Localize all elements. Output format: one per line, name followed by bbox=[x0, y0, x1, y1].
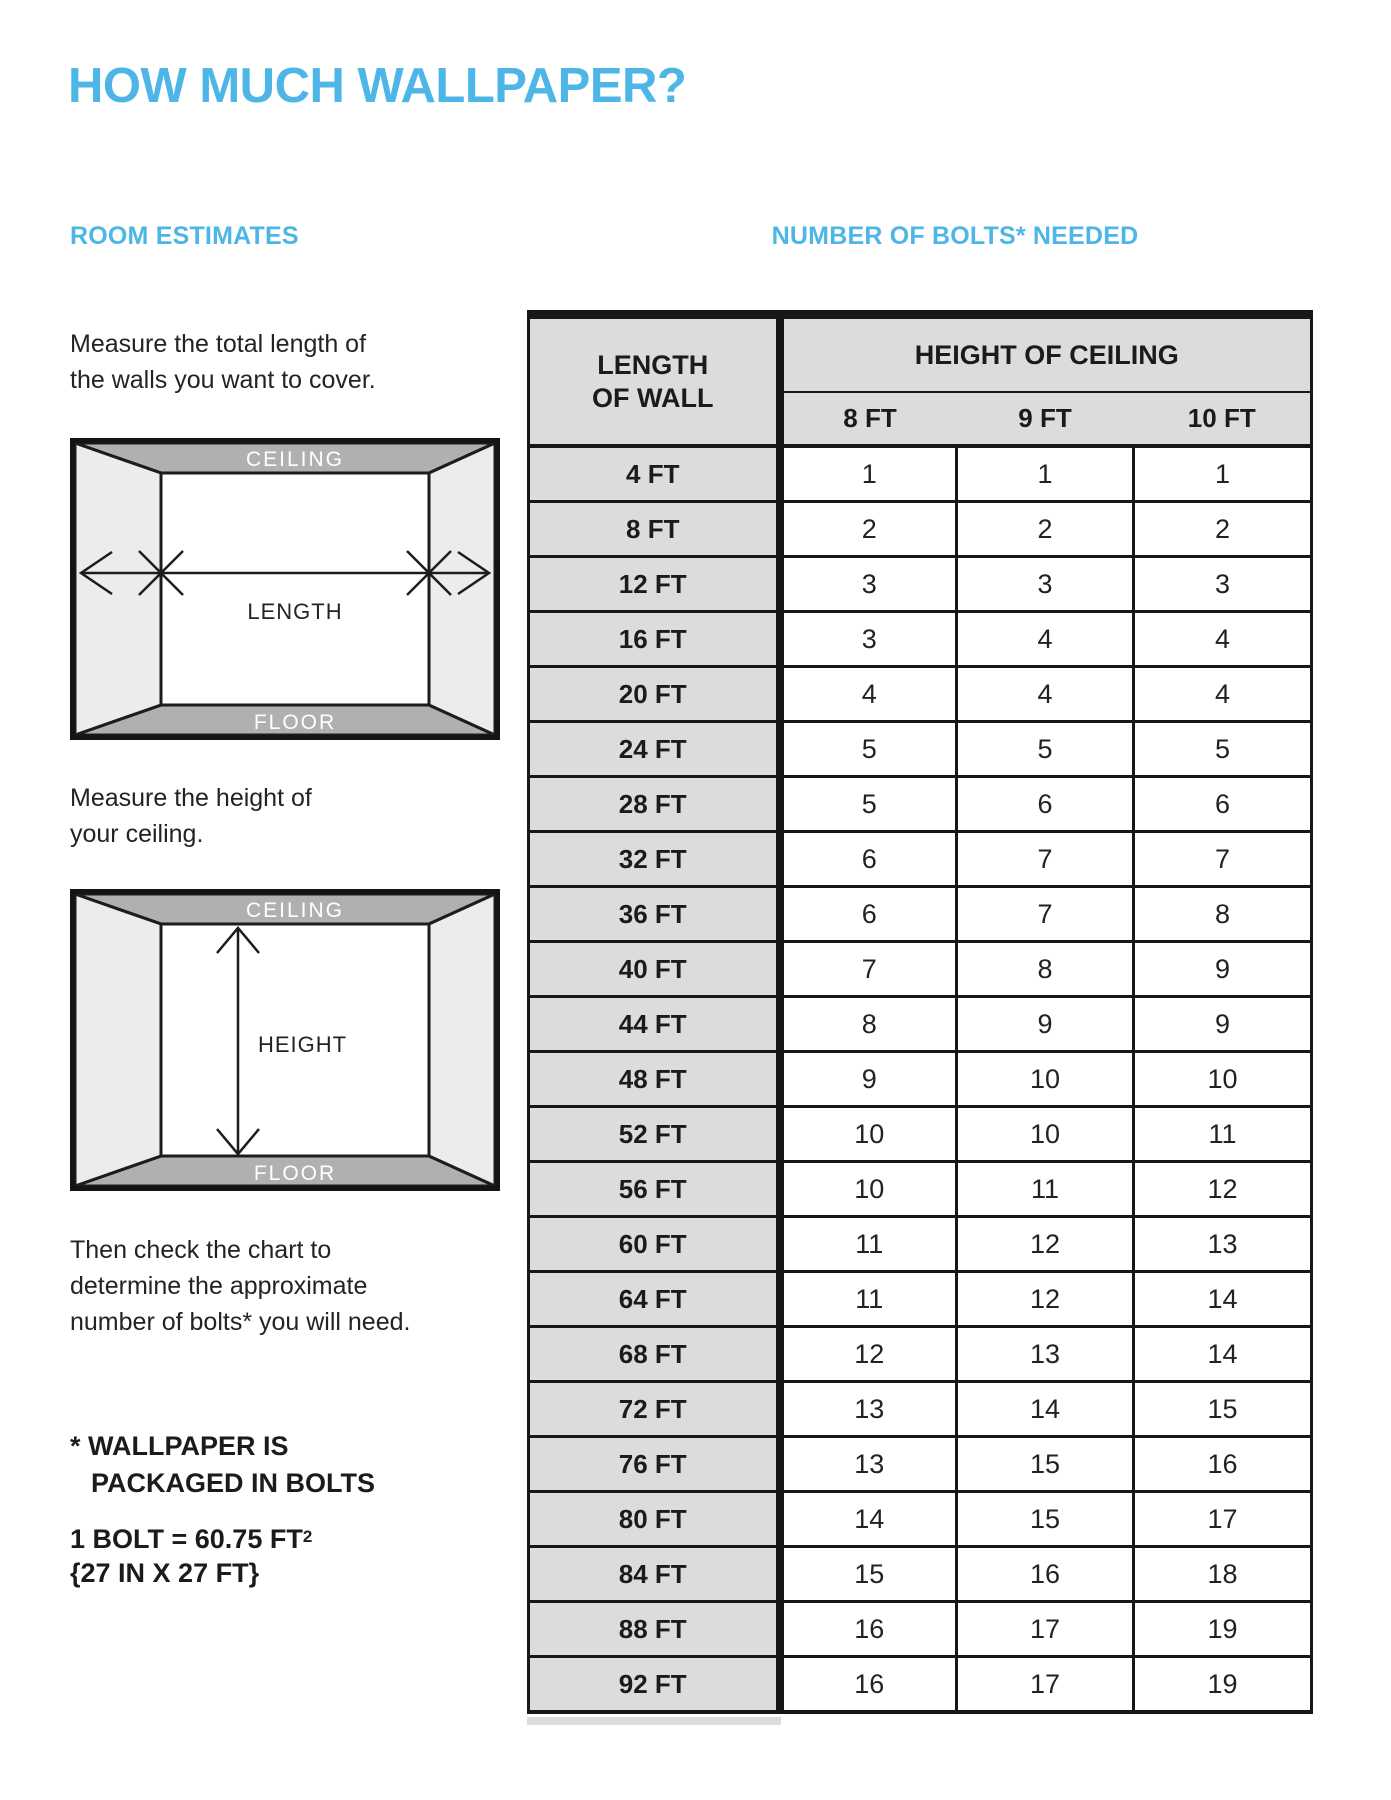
wall-length-cell: 16 FT bbox=[529, 612, 780, 667]
table-row bbox=[529, 997, 1312, 1052]
wall-length-cell: 40 FT bbox=[529, 942, 780, 997]
table-row bbox=[529, 777, 1312, 832]
table-row bbox=[529, 1217, 1312, 1272]
table-row bbox=[529, 612, 1312, 667]
bolt-count-cell: 8 bbox=[780, 997, 957, 1052]
table-row bbox=[529, 1107, 1312, 1162]
wall-length-cell: 76 FT bbox=[529, 1437, 780, 1492]
bolt-count-cell: 3 bbox=[780, 557, 957, 612]
bolt-count-cell: 4 bbox=[1134, 667, 1312, 722]
table-row bbox=[529, 832, 1312, 887]
room-estimates-heading: ROOM ESTIMATES bbox=[70, 222, 299, 250]
footnote-line: PACKAGED IN BOLTS bbox=[91, 1468, 376, 1498]
table-row bbox=[529, 667, 1312, 722]
instruction-check-chart bbox=[70, 1232, 410, 1340]
bolt-count-cell: 1 bbox=[1134, 446, 1312, 502]
wall-length-cell: 64 FT bbox=[529, 1272, 780, 1327]
bolt-count-cell: 3 bbox=[1134, 557, 1312, 612]
bolt-count-cell: 16 bbox=[780, 1657, 957, 1713]
wall-length-cell: 80 FT bbox=[529, 1492, 780, 1547]
bolt-count-cell: 14 bbox=[780, 1492, 957, 1547]
left-wall bbox=[75, 894, 161, 1186]
table-row bbox=[529, 1492, 1312, 1547]
instruction-line: Measure the total length of bbox=[70, 330, 367, 358]
height-dimension-label: HEIGHT bbox=[258, 1032, 348, 1057]
wall-length-header: LENGTH OF WALL bbox=[529, 315, 780, 447]
ceiling-label: CEILING bbox=[245, 899, 345, 922]
table-row bbox=[529, 1162, 1312, 1217]
right-wall bbox=[429, 443, 495, 735]
bolt-count-cell: 11 bbox=[780, 1217, 957, 1272]
table-row bbox=[529, 887, 1312, 942]
bolt-count-cell: 15 bbox=[957, 1492, 1134, 1547]
floor-label: FLOOR bbox=[253, 1162, 337, 1185]
bolt-count-cell: 5 bbox=[780, 777, 957, 832]
bolt-count-cell: 10 bbox=[1134, 1052, 1312, 1107]
instruction-line: number of bolts* you will need. bbox=[70, 1308, 411, 1336]
table-row bbox=[529, 1272, 1312, 1327]
bolt-count-cell: 17 bbox=[957, 1602, 1134, 1657]
bolt-equation: 1 BOLT = 60.75 $FT^2$ bbox=[70, 1524, 313, 1554]
bolt-count-cell: 9 bbox=[780, 1052, 957, 1107]
bolt-count-cell: 13 bbox=[780, 1382, 957, 1437]
table-row bbox=[529, 502, 1312, 557]
wall-length-cell: 24 FT bbox=[529, 722, 780, 777]
bolts-footnote bbox=[70, 1428, 375, 1502]
instruction-line: Then check the chart to bbox=[70, 1236, 332, 1264]
wall-length-cell: 12 FT bbox=[529, 557, 780, 612]
wall-length-cell: 44 FT bbox=[529, 997, 780, 1052]
room-length-diagram bbox=[70, 438, 500, 740]
bolt-count-cell: 7 bbox=[957, 887, 1134, 942]
bolt-count-cell: 8 bbox=[1134, 887, 1312, 942]
bolt-count-cell: 10 bbox=[780, 1162, 957, 1217]
bolts-table-container bbox=[527, 310, 1313, 1714]
bolt-count-cell: 5 bbox=[780, 722, 957, 777]
bolt-count-cell: 6 bbox=[780, 832, 957, 887]
bolt-count-cell: 11 bbox=[780, 1272, 957, 1327]
bolt-count-cell: 4 bbox=[957, 667, 1134, 722]
wall-length-cell: 32 FT bbox=[529, 832, 780, 887]
bolt-count-cell: 13 bbox=[780, 1437, 957, 1492]
bolt-count-cell: 12 bbox=[957, 1272, 1134, 1327]
floor-label: FLOOR bbox=[253, 711, 337, 734]
instruction-measure-length bbox=[70, 326, 376, 398]
bolt-count-cell: 19 bbox=[1134, 1602, 1312, 1657]
col-header-10ft: 10 FT bbox=[1134, 392, 1312, 446]
bolts-needed-heading: NUMBER OF BOLTS* NEEDED bbox=[771, 222, 1139, 250]
bolt-count-cell: 3 bbox=[780, 612, 957, 667]
footnote-line: * WALLPAPER IS bbox=[70, 1431, 289, 1461]
bolt-count-cell: 12 bbox=[780, 1327, 957, 1382]
table-row bbox=[529, 722, 1312, 777]
bolt-count-cell: 17 bbox=[957, 1657, 1134, 1713]
bolt-count-cell: 18 bbox=[1134, 1547, 1312, 1602]
wall-length-cell: 28 FT bbox=[529, 777, 780, 832]
wall-length-cell: 36 FT bbox=[529, 887, 780, 942]
page-title: HOW MUCH WALLPAPER? bbox=[68, 59, 687, 113]
bolt-count-cell: 15 bbox=[957, 1437, 1134, 1492]
bolt-count-cell: 15 bbox=[780, 1547, 957, 1602]
bolt-count-cell: 14 bbox=[1134, 1272, 1312, 1327]
bolt-count-cell: 16 bbox=[957, 1547, 1134, 1602]
instruction-line: determine the approximate bbox=[70, 1272, 368, 1300]
bolt-count-cell: 1 bbox=[780, 446, 957, 502]
wall-length-cell: 88 FT bbox=[529, 1602, 780, 1657]
col-header-8ft: 8 FT bbox=[780, 392, 957, 446]
bolt-count-cell: 17 bbox=[1134, 1492, 1312, 1547]
right-wall bbox=[429, 894, 495, 1186]
bolt-count-cell: 4 bbox=[957, 612, 1134, 667]
bolt-count-cell: 11 bbox=[1134, 1107, 1312, 1162]
bolt-count-cell: 12 bbox=[957, 1217, 1134, 1272]
length-dimension-label: LENGTH bbox=[247, 599, 343, 624]
bolt-count-cell: 13 bbox=[1134, 1217, 1312, 1272]
ceiling-label: CEILING bbox=[245, 448, 345, 471]
bolt-count-cell: 9 bbox=[1134, 942, 1312, 997]
bolt-count-cell: 8 bbox=[957, 942, 1134, 997]
bolt-count-cell: 10 bbox=[957, 1052, 1134, 1107]
table-row bbox=[529, 1052, 1312, 1107]
table-row bbox=[529, 1657, 1312, 1713]
col-header-9ft: 9 FT bbox=[957, 392, 1134, 446]
wall-length-cell: 92 FT bbox=[529, 1657, 780, 1713]
bolt-count-cell: 10 bbox=[957, 1107, 1134, 1162]
room-height-diagram bbox=[70, 888, 500, 1192]
table-row bbox=[529, 1437, 1312, 1492]
wall-length-cell: 20 FT bbox=[529, 667, 780, 722]
wall-length-cell: 72 FT bbox=[529, 1382, 780, 1437]
wall-length-cell: 4 FT bbox=[529, 446, 780, 502]
table-row bbox=[529, 1382, 1312, 1437]
table-row bbox=[529, 1327, 1312, 1382]
bolt-count-cell: 12 bbox=[1134, 1162, 1312, 1217]
bolt-count-cell: 14 bbox=[957, 1382, 1134, 1437]
superscript-2: 2 bbox=[302, 1527, 313, 1546]
wall-length-cell: 60 FT bbox=[529, 1217, 780, 1272]
bolt-count-cell: 6 bbox=[957, 777, 1134, 832]
wall-length-cell: 84 FT bbox=[529, 1547, 780, 1602]
table-row bbox=[529, 1547, 1312, 1602]
bolt-count-cell: 6 bbox=[1134, 777, 1312, 832]
ceiling-height-header: HEIGHT OF CEILING bbox=[780, 315, 1312, 393]
wall-length-cell: 48 FT bbox=[529, 1052, 780, 1107]
bolt-count-cell: 9 bbox=[1134, 997, 1312, 1052]
bolt-count-cell: 16 bbox=[780, 1602, 957, 1657]
bolt-count-cell: 3 bbox=[957, 557, 1134, 612]
wall-length-cell: 8 FT bbox=[529, 502, 780, 557]
instruction-line: the walls you want to cover. bbox=[70, 366, 376, 394]
bolt-dimensions: {27 IN X 27 FT} bbox=[70, 1558, 260, 1588]
instruction-measure-height bbox=[70, 780, 312, 852]
left-wall bbox=[75, 443, 161, 735]
bolts-table bbox=[527, 310, 1313, 1714]
table-row bbox=[529, 942, 1312, 997]
table-row bbox=[529, 557, 1312, 612]
bolt-count-cell: 2 bbox=[1134, 502, 1312, 557]
table-row bbox=[529, 1602, 1312, 1657]
bolt-count-cell: 10 bbox=[780, 1107, 957, 1162]
back-wall bbox=[161, 473, 429, 705]
bolt-count-cell: 11 bbox=[957, 1162, 1134, 1217]
bolt-count-cell: 14 bbox=[1134, 1327, 1312, 1382]
table-row bbox=[529, 446, 1312, 502]
bolt-count-cell: 16 bbox=[1134, 1437, 1312, 1492]
bolt-count-cell: 13 bbox=[957, 1327, 1134, 1382]
bolt-count-cell: 6 bbox=[780, 887, 957, 942]
bolt-count-cell: 7 bbox=[780, 942, 957, 997]
wall-length-cell: 68 FT bbox=[529, 1327, 780, 1382]
bolt-count-cell: 19 bbox=[1134, 1657, 1312, 1713]
bolt-count-cell: 7 bbox=[957, 832, 1134, 887]
bolt-count-cell: 5 bbox=[1134, 722, 1312, 777]
bolt-count-cell: 4 bbox=[780, 667, 957, 722]
bolt-count-cell: 2 bbox=[780, 502, 957, 557]
wall-length-cell: 52 FT bbox=[529, 1107, 780, 1162]
instruction-line: your ceiling. bbox=[70, 820, 204, 848]
bolt-count-cell: 7 bbox=[1134, 832, 1312, 887]
bolt-count-cell: 5 bbox=[957, 722, 1134, 777]
bolt-count-cell: 9 bbox=[957, 997, 1134, 1052]
wall-length-cell: 56 FT bbox=[529, 1162, 780, 1217]
bolt-count-cell: 4 bbox=[1134, 612, 1312, 667]
bolt-count-cell: 1 bbox=[957, 446, 1134, 502]
bolts-table-body bbox=[529, 446, 1312, 1712]
bolt-count-cell: 15 bbox=[1134, 1382, 1312, 1437]
wall-column-stub bbox=[527, 1717, 781, 1725]
bolt-count-cell: 2 bbox=[957, 502, 1134, 557]
instruction-line: Measure the height of bbox=[70, 784, 312, 812]
